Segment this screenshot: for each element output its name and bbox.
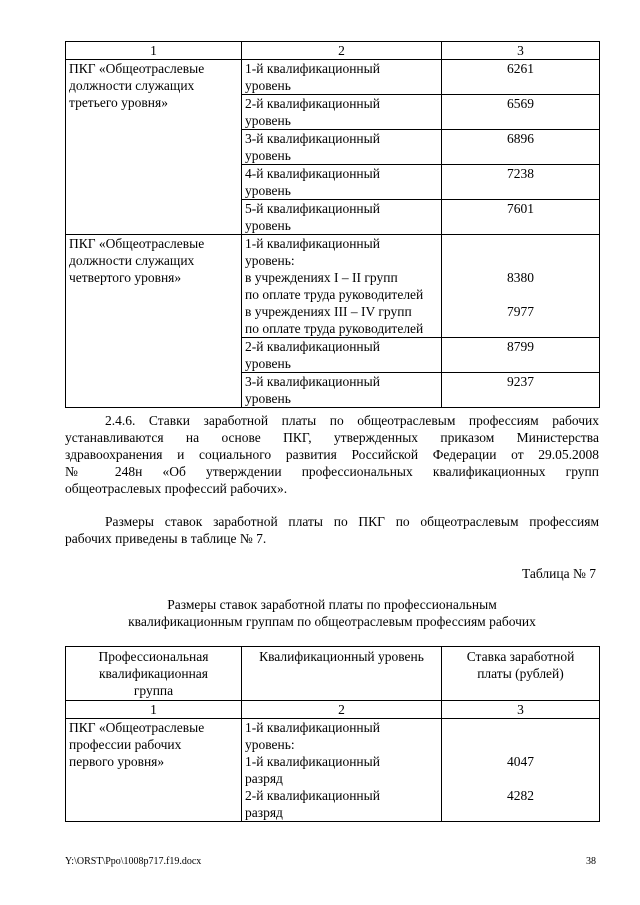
level-cell: 1-й квалификационный уровень: 1-й квалификационный разряд 2-й квалификационный разряд <box>242 719 442 822</box>
column-number: 3 <box>442 701 600 719</box>
header-row <box>66 647 600 701</box>
column-number: 2 <box>242 701 442 719</box>
column-header: Ставка заработной платы (рублей) <box>442 647 600 701</box>
table-label: Таблица № 7 <box>522 566 596 581</box>
column-number: 3 <box>442 42 600 60</box>
level-cell: 2-й квалификационный уровень <box>242 338 442 373</box>
level-cell: 2-й квалификационный уровень <box>242 95 442 130</box>
level-cell: 3-й квалификационный уровень <box>242 373 442 408</box>
level-cell: 1-й квалификационный уровень <box>242 60 442 95</box>
level-cell: 1-й квалификационный уровень: в учреждениях I – II групп по оплате труда руководителей в учреждениях III – IV групп по оплате труда руководителей <box>242 235 442 338</box>
level-cell: 4-й квалификационный уровень <box>242 165 442 200</box>
column-number: 1 <box>66 42 242 60</box>
group-name-cell: ПКГ «Общеотраслевые должности служащих третьего уровня» <box>66 60 242 235</box>
salary-cell: 6261 <box>442 60 600 95</box>
table-caption: Размеры ставок заработной платы по профессиональным квалификационным группам по общеотраслевым профессиям рабочих <box>128 597 536 629</box>
column-number: 1 <box>66 701 242 719</box>
column-number-row <box>66 42 600 60</box>
salary-cell: 8799 <box>442 338 600 373</box>
level-cell: 3-й квалификационный уровень <box>242 130 442 165</box>
salary-cell: 6896 <box>442 130 600 165</box>
column-header: Квалификационный уровень <box>242 647 442 701</box>
paragraph-2-4-6: 2.4.6. Ставки заработной платы по общеотраслевым профессиям рабочих устанавливаются на основе ПКГ, утвержденных приказом Министерства здравоохранения и социального развития Российской Федерации от 29.05.2008 № 248н «Об утверждении профессиональных квалификационных групп общеотраслевых профессий рабочих». <box>65 413 599 496</box>
level-cell: 5-й квалификационный уровень <box>242 200 442 235</box>
salary-cell: 4047 4282 <box>442 719 600 822</box>
salary-table-continued <box>65 41 600 408</box>
salary-cell: 8380 7977 <box>442 235 600 338</box>
page-number: 38 <box>586 856 596 867</box>
group-name-cell: ПКГ «Общеотраслевые профессии рабочих первого уровня» <box>66 719 242 822</box>
salary-cell: 7601 <box>442 200 600 235</box>
table-row <box>66 719 600 822</box>
column-header: Профессиональная квалификационная группа <box>66 647 242 701</box>
salary-cell: 6569 <box>442 95 600 130</box>
table-row <box>66 60 600 95</box>
paragraph-table-reference: Размеры ставок заработной платы по ПКГ по общеотраслевым профессиям рабочих приведены в таблице № 7. <box>65 514 599 546</box>
footer-file-path: Y:\ORST\Ppo\1008p717.f19.docx <box>65 856 202 867</box>
group-name-cell: ПКГ «Общеотраслевые должности служащих четвертого уровня» <box>66 235 242 408</box>
salary-cell: 9237 <box>442 373 600 408</box>
table-7 <box>65 646 600 822</box>
column-number: 2 <box>242 42 442 60</box>
column-number-row <box>66 701 600 719</box>
salary-cell: 7238 <box>442 165 600 200</box>
table-row <box>66 235 600 338</box>
